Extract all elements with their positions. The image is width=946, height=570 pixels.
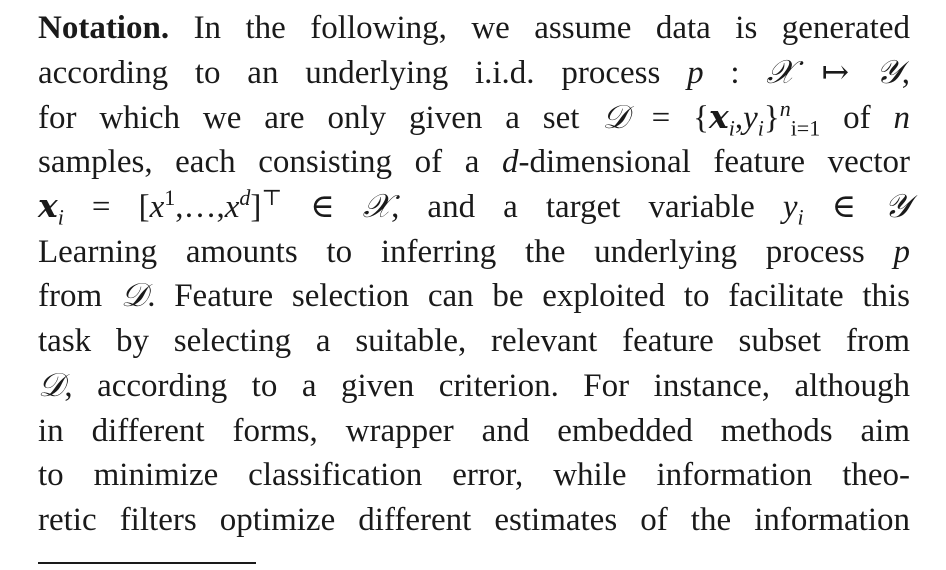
math-p: p: [687, 55, 704, 91]
line-10-text: in different forms, wrapper and embedded methods aim: [38, 413, 910, 449]
math-X-2: 𝒳: [362, 189, 392, 225]
line-9-text: according to a given criterion. For instance, although: [97, 368, 910, 404]
line-6-text: Learning amounts to inferring the underlying process: [38, 234, 865, 270]
text-line-4: [38, 140, 910, 184]
math-eq-2: =: [91, 189, 111, 225]
text-line-6: [38, 230, 910, 274]
text-line-12: [38, 498, 910, 542]
text-line-2: [38, 51, 910, 95]
math-D-2: 𝒟: [120, 278, 148, 314]
line-7-text: from: [38, 278, 103, 314]
text-line-7: [38, 274, 910, 318]
math-comma: ,: [901, 55, 911, 91]
math-set: $\{𝒙_i,y_i\}^n_{i=1}$: [693, 96, 821, 141]
math-n: n: [893, 100, 911, 136]
math-in-2: ∈: [831, 189, 857, 225]
text-line-8: [38, 319, 910, 363]
text-line-9: 𝒟, according to a given criterion. For instance, although: [38, 368, 910, 404]
line-3-text: for which we are only given a set: [38, 100, 580, 136]
of-text: of: [843, 100, 871, 136]
math-X: 𝒳: [766, 55, 795, 91]
math-d: d: [501, 144, 519, 180]
math-vector: $[x^1,\dots,x^d]^⊤$: [138, 185, 283, 225]
line-1-text: In the following, we assume data is generated: [193, 10, 911, 46]
line-12-text: retic filters optimize different estimates of the information: [38, 502, 910, 538]
math-mapsto: ↦: [821, 55, 850, 91]
math-Y-2: 𝒴: [884, 189, 911, 225]
math-in: ∈: [310, 189, 335, 225]
paragraph-heading: Notation.: [38, 10, 170, 46]
math-xi: 𝒙$_i$: [38, 189, 64, 230]
line-11-text: to minimize classification error, while information theo-: [38, 457, 910, 493]
math-Y: 𝒴: [875, 55, 902, 91]
math-p-2: p: [893, 234, 911, 270]
math-yi: $y_i$: [782, 189, 804, 230]
math-eq: =: [651, 100, 671, 136]
text-line-11: [38, 453, 910, 497]
line-2-text: according to an underlying i.i.d. process: [38, 55, 661, 91]
line-8-text: task by selecting a suitable, relevant feature subset from: [38, 323, 910, 359]
math-D-3: 𝒟: [38, 368, 65, 404]
text-line-10: [38, 409, 910, 453]
feature-selection-text: . Feature selection can be exploited to facilitate this: [147, 278, 911, 314]
math-D: 𝒟: [602, 100, 629, 136]
math-colon: :: [730, 55, 740, 91]
text-line-5: 𝒙$_i$ = $[x^1,\dots,x^d]^⊤$ ∈ 𝒳, and a target variable $y_i$ ∈ 𝒴: [38, 185, 911, 230]
footnote-rule: [38, 562, 256, 564]
line-4-text: samples, each consisting of a: [38, 144, 480, 180]
d-dimensional-text: -dimensional feature vector: [518, 144, 911, 180]
text-line-1: [38, 6, 910, 50]
line-5-text: and a target variable: [427, 189, 755, 225]
text-line-3: [38, 96, 910, 140]
